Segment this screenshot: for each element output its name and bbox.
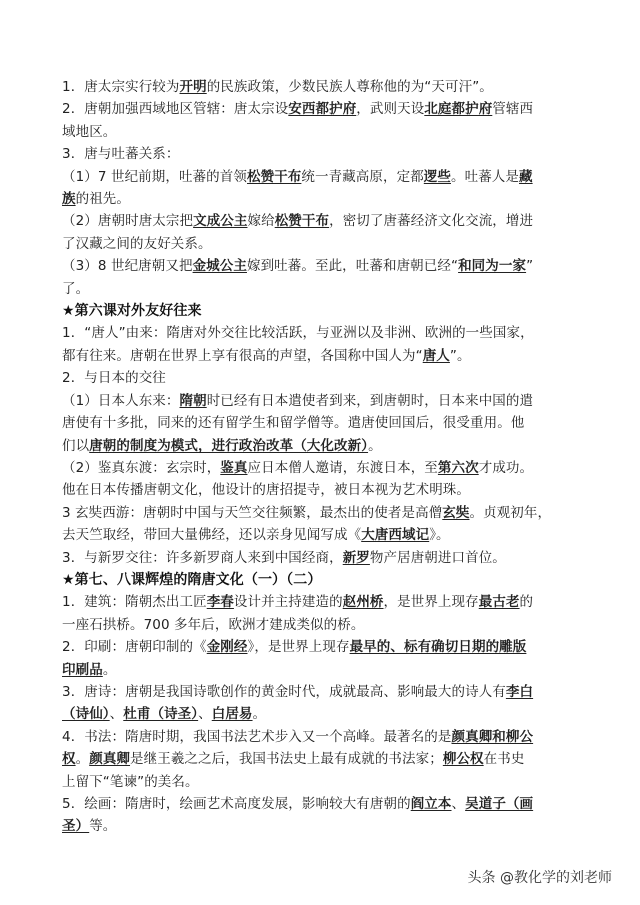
text-line	[62, 435, 592, 457]
body-text: 。	[102, 661, 117, 678]
body-text: 一座石拱桥。700 多年后，欧洲才建成类似的桥。	[62, 616, 365, 633]
body-text: 域地区。	[62, 123, 117, 140]
text-line	[62, 457, 592, 479]
text-line	[62, 748, 592, 770]
body-text: 。	[75, 751, 90, 768]
text-line	[62, 726, 592, 748]
text-line	[62, 322, 592, 344]
body-text: （1）日本人东来：	[62, 392, 180, 409]
body-text: 4．书法：隋唐时期，我国书法艺术步入又一个高峰。最著名的是	[62, 728, 452, 745]
body-text: 都有往来。唐朝在世界上享有很高的声望，各国称中国人为“	[62, 347, 423, 364]
body-text: ”。	[449, 347, 471, 364]
text-line	[62, 703, 592, 725]
watermark: 头条 @教化学的刘老师	[467, 870, 612, 886]
heading-text: ★第六课对外友好往来	[62, 303, 202, 320]
body-text: 3．唐与吐蕃关系：	[62, 146, 180, 163]
body-text: 。吐蕃人是	[451, 168, 519, 185]
key-term: 金刚经	[206, 639, 248, 656]
text-line	[62, 636, 592, 658]
key-term: 圣）	[62, 818, 90, 835]
body-text: 3 玄奘西游：唐朝时中国与天竺交往频繁，最杰出的使者是高僧	[62, 504, 443, 521]
document-body	[62, 76, 592, 838]
text-line	[62, 121, 592, 143]
body-text: 2．唐朝加强西域地区管辖：唐太宗设	[62, 101, 289, 118]
text-line	[62, 547, 592, 569]
body-text: 3．与新罗交往：许多新罗商人来到中国经商，	[62, 549, 343, 566]
text-line	[62, 412, 592, 434]
text-line	[62, 502, 592, 524]
body-text: 们以	[62, 437, 90, 454]
key-term: 隋朝	[179, 392, 207, 409]
key-term: 族	[62, 191, 76, 208]
key-term: 第六次	[437, 459, 479, 476]
text-line	[62, 524, 592, 546]
key-term: 杜甫（诗圣）	[123, 706, 199, 723]
body-text: ”	[526, 258, 534, 275]
key-term: 最早的、标有确切日期的雕版	[349, 639, 527, 656]
body-text: 是继王羲之之后，我国书法史上最有成就的书法家；	[130, 751, 443, 768]
text-line	[62, 76, 592, 98]
key-term: 赵州桥	[342, 594, 384, 611]
text-line	[62, 143, 592, 165]
text-line	[62, 166, 592, 188]
key-term: 印刷品	[62, 661, 103, 678]
text-line	[62, 367, 592, 389]
body-text: 、	[109, 706, 124, 723]
body-text: 、	[198, 706, 212, 723]
body-text: ，武则天设	[356, 101, 425, 118]
key-term: 文成公主	[193, 213, 248, 230]
body-text: 的民族政策，少数民族人尊称他的为“天可汗”。	[206, 79, 493, 95]
key-term: 阎立本	[410, 796, 452, 812]
key-term: 李春	[206, 594, 234, 611]
body-text: 物产居唐朝进口首位。	[369, 549, 506, 566]
body-text: （3）8 世纪唐朝又把	[62, 258, 193, 275]
body-text: 3．唐诗：唐朝是我国诗歌创作的黄金时代，成就最高、影响最大的诗人有	[62, 683, 506, 700]
text-line	[62, 659, 592, 681]
key-term: 新罗	[342, 549, 370, 566]
body-text: 设计并主持建造的	[233, 594, 343, 611]
key-term: 颜真卿和柳公	[451, 728, 534, 745]
body-text: 》。	[429, 527, 450, 544]
key-term: 唐朝的制度为模式，进行政治改革（大化改新）	[89, 437, 369, 454]
text-line	[62, 278, 592, 300]
body-text: 1．“唐人”由来：隋唐对外交往比较活跃，与亚洲以及非洲、欧洲的一些国家，	[62, 325, 534, 342]
key-term: 白居易	[211, 706, 253, 723]
key-term: 最古老	[478, 594, 520, 611]
body-text: 等。	[89, 818, 117, 835]
body-text: 去天竺取经，带回大量佛经，还以亲身见闻写成《	[62, 527, 362, 544]
key-term: 权	[62, 751, 76, 768]
section-heading	[62, 569, 592, 591]
text-line	[62, 233, 592, 255]
body-text: ，密切了唐蕃经济文化交流，增进	[329, 213, 534, 230]
key-term: 逻些	[423, 168, 451, 185]
key-term: （诗仙）	[62, 706, 110, 723]
text-line	[62, 479, 592, 501]
body-text: （2）唐朝时唐太宗把	[62, 213, 194, 230]
body-text: 的祖先。	[75, 191, 131, 208]
key-term: 开明	[179, 79, 207, 95]
text-line	[62, 255, 592, 277]
body-text: 2．印刷：唐朝印制的《	[62, 639, 207, 656]
key-term: 和同为一家	[458, 258, 527, 275]
body-text: 唐使有十多批，同来的还有留学生和留学僧等。遣唐使回国后，很受重用。他	[62, 415, 525, 432]
key-term: 藏	[519, 168, 533, 185]
key-term: 唐人	[422, 347, 450, 364]
key-term: 安西都护府	[288, 101, 357, 118]
body-text: 嫁到吐蕃。至此，吐蕃和唐朝已经“	[246, 258, 459, 275]
text-line	[62, 793, 592, 815]
body-text: 统一青藏高原，定都	[301, 168, 424, 185]
body-text: 了汉藏之间的友好关系。	[62, 235, 212, 252]
body-text: 。	[252, 706, 267, 723]
key-term: 柳公权	[442, 751, 484, 768]
body-text: 、	[451, 796, 466, 812]
body-text: 1．唐太宗实行较为	[62, 79, 180, 95]
body-text: 。贞观初年，	[469, 504, 552, 521]
text-line	[62, 771, 592, 793]
body-text: 嫁给	[247, 213, 275, 230]
text-line	[62, 390, 592, 412]
body-text: 他在日本传播唐朝文化，他设计的唐招提寺，被日本视为艺术明珠。	[62, 482, 470, 499]
body-text: 才成功。	[478, 459, 534, 476]
body-text: 的	[519, 594, 534, 611]
body-text: 应日本僧人邀请，东渡日本，至	[247, 459, 438, 476]
text-line	[62, 614, 592, 636]
text-line	[62, 188, 592, 210]
key-term: 鉴真	[220, 459, 248, 476]
body-text: 》，是世界上现存	[247, 639, 350, 656]
key-term: 颜真卿	[89, 751, 131, 768]
text-line	[62, 98, 592, 120]
body-text: 1．建筑：隋朝杰出工匠	[62, 594, 207, 611]
text-line	[62, 210, 592, 232]
key-term: 北庭都护府	[424, 101, 493, 118]
key-term: 李白	[505, 683, 534, 700]
body-text: （1）7 世纪前期，吐蕃的首领	[62, 168, 247, 185]
body-text: 上留下“笔谏”的美名。	[62, 773, 199, 790]
body-text: 2．与日本的交往	[62, 370, 166, 387]
section-heading	[62, 300, 592, 322]
key-term: 松赞干布	[246, 168, 302, 185]
body-text: ，是世界上现存	[383, 594, 479, 611]
body-text: 。	[368, 437, 382, 454]
key-term: 松赞干布	[274, 213, 330, 230]
key-term: 金城公主	[192, 258, 247, 275]
body-text: （2）鉴真东渡：玄宗时，	[62, 459, 221, 476]
heading-text: ★第七、八课辉煌的隋唐文化（一）（二）	[62, 571, 322, 588]
key-term: 玄奘	[442, 504, 470, 521]
text-line	[62, 345, 592, 367]
text-line	[62, 815, 592, 837]
key-term: 吴道子（画	[465, 796, 534, 812]
text-line	[62, 591, 592, 613]
body-text: 管辖西	[492, 101, 534, 118]
key-term: 大唐西域记	[361, 527, 430, 544]
body-text: 5．绘画：隋唐时，绘画艺术高度发展，影响较大有唐朝的	[62, 796, 411, 812]
body-text: 在书史	[483, 751, 525, 768]
body-text: 时已经有日本遣使者到来，到唐朝时，日本来中国的遣	[206, 392, 534, 409]
body-text: 了。	[62, 280, 90, 297]
text-line	[62, 681, 592, 703]
